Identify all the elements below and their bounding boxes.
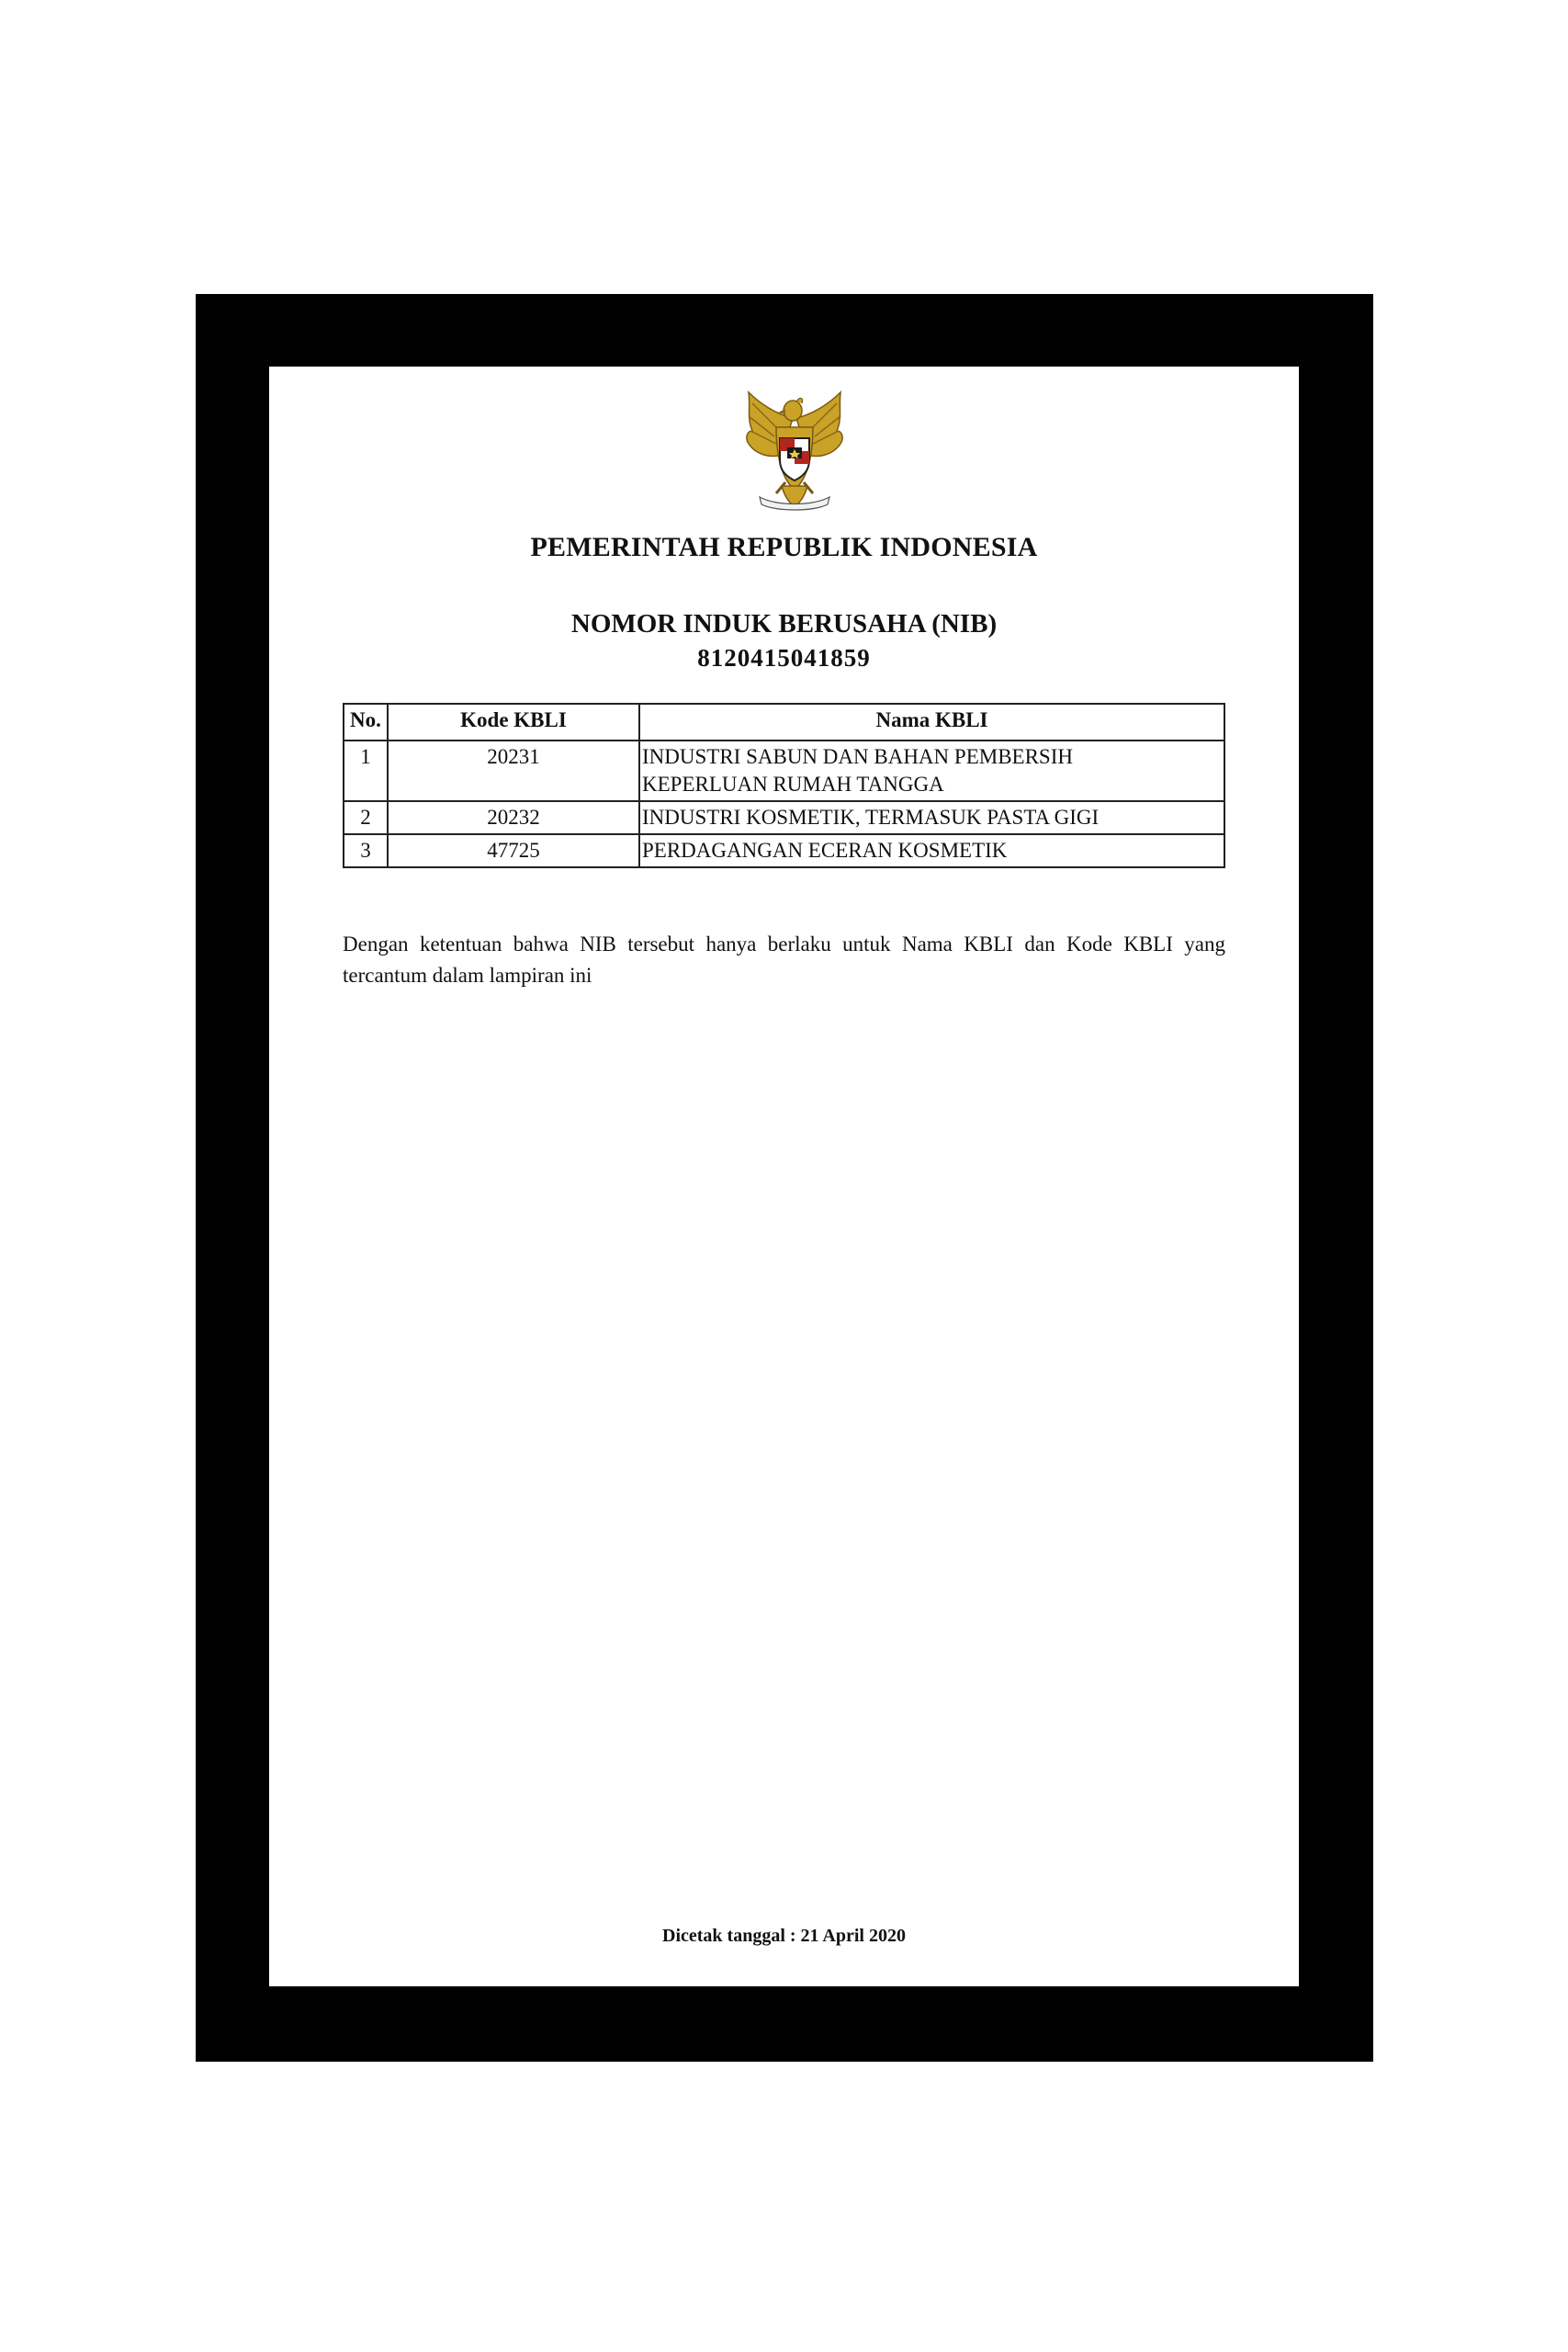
kbli-table: [343, 703, 1225, 868]
kbli-code: 20231: [388, 741, 639, 801]
document-title: NOMOR INDUK BERUSAHA (NIB): [570, 609, 998, 639]
row-number: 3: [344, 834, 388, 867]
table-row: [344, 801, 1224, 834]
table-row: [344, 741, 1224, 801]
garuda-emblem-icon: [739, 390, 850, 514]
column-header-nama: Nama KBLI: [639, 704, 1224, 741]
printed-date: Dicetak tanggal : 21 April 2020: [662, 1926, 906, 1946]
nib-number: 8120415041859: [697, 644, 871, 672]
table-header-row: [344, 704, 1224, 741]
column-header-no: No.: [344, 704, 388, 741]
row-number: 1: [344, 741, 388, 801]
kbli-name-line: INDUSTRI SABUN DAN BAHAN PEMBERSIH: [642, 745, 1073, 768]
column-header-kode: Kode KBLI: [388, 704, 639, 741]
table-row: [344, 834, 1224, 867]
kbli-code: 47725: [388, 834, 639, 867]
government-title: PEMERINTAH REPUBLIK INDONESIA: [530, 532, 1038, 562]
kbli-name: PERDAGANGAN ECERAN KOSMETIK: [639, 834, 1224, 867]
kbli-name-line: KEPERLUAN RUMAH TANGGA: [642, 773, 944, 796]
kbli-name: [639, 741, 1224, 801]
kbli-code: 20232: [388, 801, 639, 834]
row-number: 2: [344, 801, 388, 834]
kbli-name: INDUSTRI KOSMETIK, TERMASUK PASTA GIGI: [639, 801, 1224, 834]
scan-frame: [196, 294, 1373, 2062]
document-page: [269, 367, 1299, 1986]
validity-note: Dengan ketentuan bahwa NIB tersebut hanya berlaku untuk Nama KBLI dan Kode KBLI yang tercantum dalam lampiran ini: [343, 933, 1225, 987]
